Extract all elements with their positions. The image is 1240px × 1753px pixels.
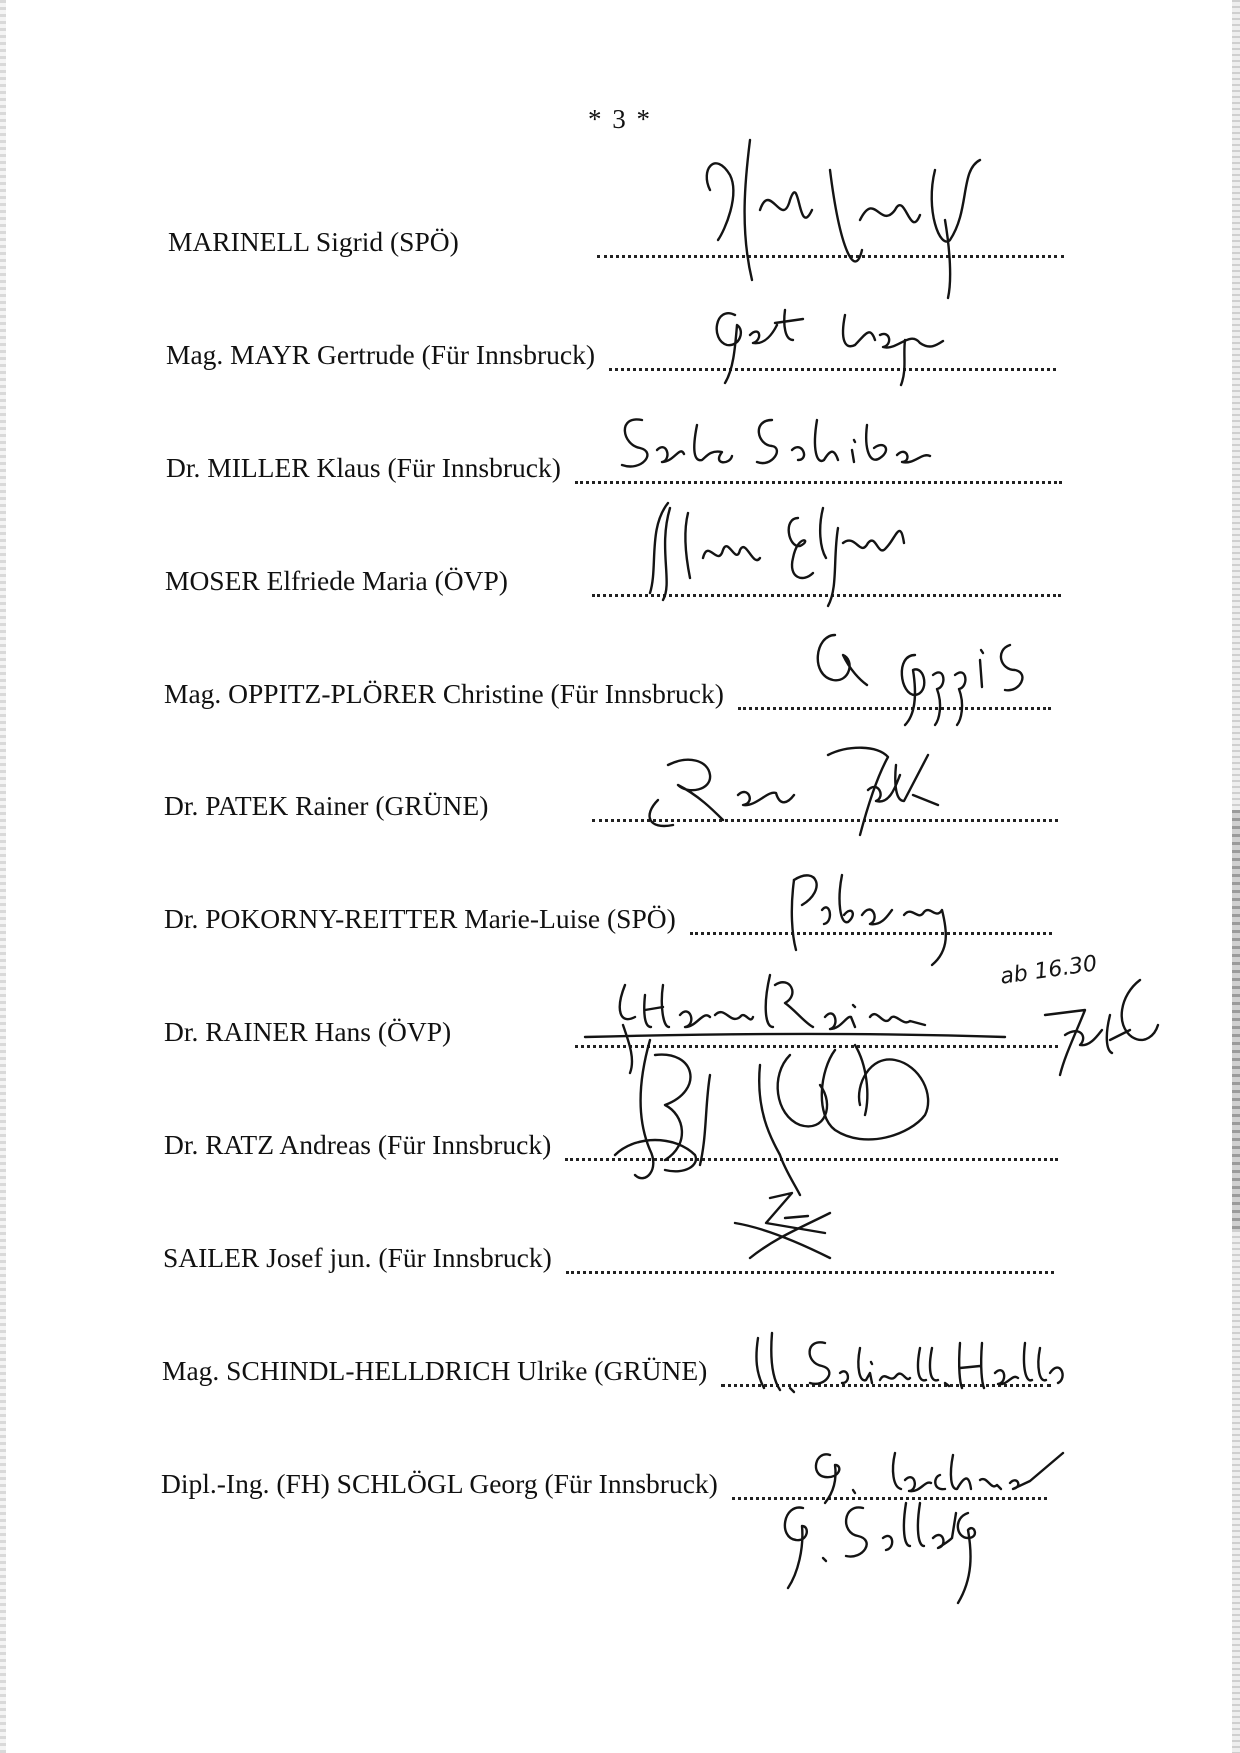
signature-row <box>164 1129 1058 1169</box>
signature-line <box>732 1496 1047 1500</box>
signature-row <box>166 339 1056 379</box>
signature-line <box>721 1383 1051 1387</box>
signature-line <box>592 593 1061 597</box>
signature-line <box>609 367 1056 371</box>
signature-row <box>161 1468 1047 1508</box>
signature-line <box>597 254 1064 258</box>
scan-edge-left <box>0 0 6 1753</box>
signature-line <box>592 818 1058 822</box>
signature-rainer <box>585 955 1005 1075</box>
signatory-name: Dr. RAINER Hans (ÖVP) <box>164 1016 452 1047</box>
signature-marinell <box>690 130 990 300</box>
signatory-name: Mag. MAYR Gertrude (Für Innsbruck) <box>166 339 595 370</box>
signature-row <box>164 1016 1058 1056</box>
signature-rainer-initials <box>1040 975 1160 1085</box>
time-annotation: ab 16.30 <box>998 951 1099 990</box>
signature-line <box>575 1044 1058 1048</box>
signatory-name: MOSER Elfriede Maria (ÖVP) <box>165 565 508 596</box>
scan-edge-right <box>1232 0 1240 1753</box>
signature-line <box>565 1157 1058 1161</box>
signatory-name: Mag. SCHINDL-HELLDRICH Ulrike (GRÜNE) <box>162 1355 708 1386</box>
signature-row <box>162 1355 1051 1395</box>
signature-schloegl <box>768 1498 988 1608</box>
signatory-name: Dr. MILLER Klaus (Für Innsbruck) <box>166 452 561 483</box>
signature-line <box>575 480 1062 484</box>
signature-row <box>164 903 1052 943</box>
signature-row <box>165 565 1061 605</box>
signature-row <box>163 1242 1054 1282</box>
signature-ratz <box>605 1035 945 1195</box>
signatory-name: Dr. POKORNY-REITTER Marie-Luise (SPÖ) <box>164 903 676 934</box>
signatory-name: MARINELL Sigrid (SPÖ) <box>168 226 459 257</box>
signatory-name: Dr. RATZ Andreas (Für Innsbruck) <box>164 1129 552 1160</box>
signature-line <box>566 1270 1054 1274</box>
signature-line <box>690 931 1052 935</box>
signature-row <box>164 678 1051 718</box>
signature-row <box>164 790 1058 830</box>
signature-line <box>738 706 1051 710</box>
page-number: * 3 * <box>588 104 652 134</box>
signatory-name: SAILER Josef jun. (Für Innsbruck) <box>163 1242 552 1273</box>
signatory-name: Dipl.-Ing. (FH) SCHLÖGL Georg (Für Innsbruck) <box>161 1468 718 1499</box>
signature-row <box>166 452 1062 492</box>
signatory-name: Dr. PATEK Rainer (GRÜNE) <box>164 790 489 821</box>
signature-row <box>168 226 1064 266</box>
signatory-name: Mag. OPPITZ-PLÖRER Christine (Für Innsbruck) <box>164 678 724 709</box>
